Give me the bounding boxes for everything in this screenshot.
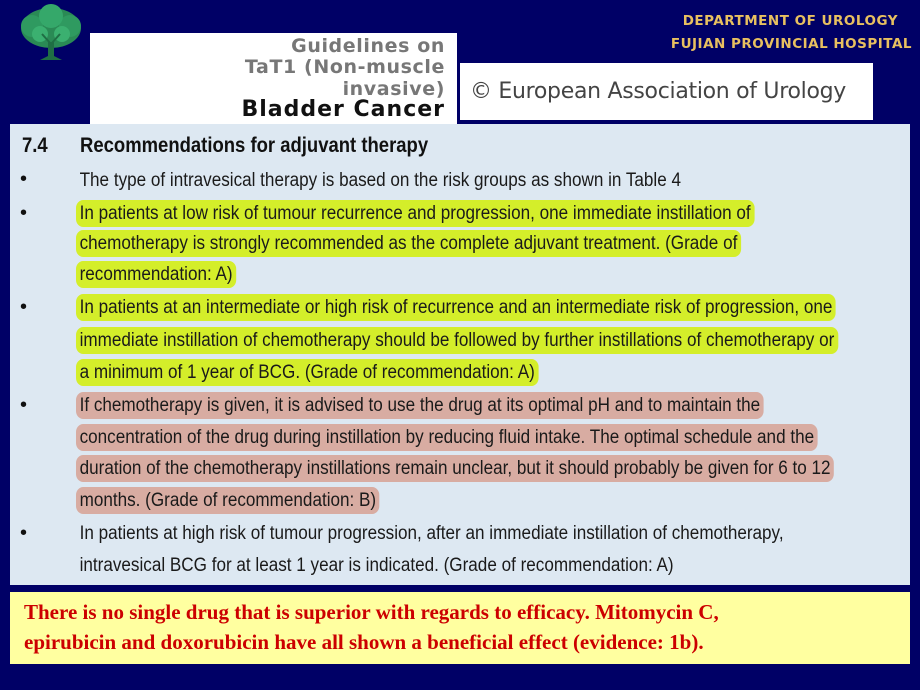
bullet-marker: • — [20, 202, 28, 224]
guideline-title-line-2: TaT1 (Non-muscle — [244, 56, 445, 78]
section-title: Recommendations for adjuvant therapy — [80, 134, 429, 157]
recommendation-line: months. (Grade of recommendation: B) — [76, 487, 413, 514]
department-line-2: FUJIAN PROVINCIAL HOSPITAL — [670, 36, 912, 52]
guideline-title-line-3: invasive) — [342, 78, 445, 100]
recommendation-line: The type of intravesical therapy is based on the risk groups as shown in Table 4 — [79, 170, 681, 191]
guideline-title-box — [90, 33, 457, 124]
department-label — [671, 10, 912, 56]
guideline-excerpt — [10, 124, 910, 585]
guideline-title-line-4: Bladder Cancer — [241, 97, 445, 122]
recommendation-line: duration of the chemotherapy instillations remain unclear, but it should probably be given for 6 to 12 — [76, 455, 918, 482]
recommendation-line: concentration of the drug during instillation by reducing fluid intake. The optimal schedule and the — [76, 424, 900, 451]
evidence-note-line-2: epirubicin and doxorubicin have all shown a beneficial effect (evidence: 1b). — [24, 630, 704, 654]
section-number: 7.4 — [22, 134, 48, 157]
bullet-marker: • — [20, 168, 28, 190]
evidence-note-line-1: There is no single drug that is superior with regards to efficacy. Mitomycin C, — [24, 600, 719, 624]
recommendation-line: If chemotherapy is given, it is advised to use the drug at its optimal pH and to maintain the — [76, 392, 840, 419]
department-line-1: DEPARTMENT OF UROLOGY — [682, 13, 898, 29]
recommendation-line: intravesical BCG for at least 1 year is indicated. (Grade of recommendation: A) — [79, 555, 674, 576]
copyright-label: © European Association of Urology — [460, 63, 873, 120]
bullet-marker: • — [20, 522, 28, 544]
tree-logo-icon — [18, 4, 84, 62]
bullet-marker: • — [20, 394, 28, 416]
recommendation-line: In patients at low risk of tumour recurrence and progression, one immediate instillation of — [76, 200, 830, 227]
evidence-note — [10, 592, 910, 664]
recommendation-line: immediate instillation of chemotherapy should be followed by further instillations of chemotherapy or — [76, 327, 920, 354]
recommendation-line: In patients at an intermediate or high risk of recurrence and an intermediate risk of progression, one — [76, 294, 920, 321]
recommendation-line: chemotherapy is strongly recommended as the complete adjuvant treatment. (Grade of — [76, 230, 815, 257]
bullet-marker: • — [20, 296, 28, 318]
guideline-title-line-1: Guidelines on — [291, 35, 445, 57]
recommendation-line: In patients at high risk of tumour progression, after an immediate instillation of chemotherapy, — [79, 523, 784, 544]
recommendation-line: recommendation: A) — [76, 261, 254, 288]
recommendation-line: a minimum of 1 year of BCG. (Grade of recommendation: A) — [76, 359, 590, 386]
